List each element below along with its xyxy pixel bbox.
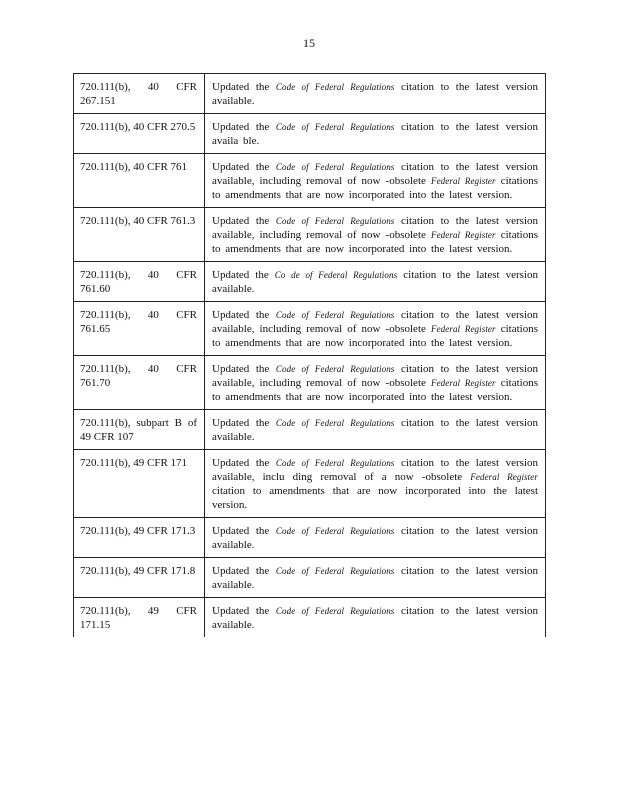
cfr-title: Code of Federal Regulations <box>275 458 395 468</box>
description-text: citations to amendments that are now incorporated into the latest version. <box>212 175 538 201</box>
table-row <box>74 114 546 154</box>
description-text: Updated the <box>212 161 276 173</box>
change-description <box>205 302 546 356</box>
table-row <box>74 410 546 450</box>
description-text: citation to the latest version availa ble. <box>212 121 538 147</box>
cfr-title: Code of Federal Regulations <box>275 606 395 616</box>
change-description <box>205 154 546 208</box>
cfr-title: Code of Federal Regulations <box>275 122 395 132</box>
description-text: citations to amendments that are now incorporated into the latest version. <box>212 377 538 403</box>
description-text: Updated the <box>212 269 275 281</box>
section-reference: 720.111(b), 40 CFR 761.70 <box>74 356 205 410</box>
federal-register-title: Federal Register <box>470 472 538 482</box>
table-row <box>74 154 546 208</box>
federal-register-title: Federal Register <box>430 230 496 240</box>
federal-register-title: Federal Register <box>430 176 496 186</box>
description-text: Updated the <box>212 565 276 577</box>
change-description <box>205 598 546 638</box>
description-text: Updated the <box>212 121 276 133</box>
cfr-title: Code of Federal Regulations <box>275 526 395 536</box>
section-reference: 720.111(b), 40 CFR 761.3 <box>74 208 205 262</box>
section-reference: 720.111(b), 49 CFR 171 <box>74 450 205 518</box>
cfr-title: Code of Federal Regulations <box>275 82 395 92</box>
description-text: citation to the latest version available. <box>212 417 538 443</box>
description-text: Updated the <box>212 81 276 93</box>
description-text: citation to the latest version available, inclu ding removal of a now -obsolete <box>212 457 538 483</box>
description-text: Updated the <box>212 605 276 617</box>
table-row <box>74 356 546 410</box>
cfr-title: Code of Federal Regulations <box>275 418 395 428</box>
amendments-table <box>73 73 546 637</box>
federal-register-title: Federal Register <box>430 378 496 388</box>
page-number: 15 <box>303 36 315 50</box>
cfr-title: Code of Federal Regulations <box>275 566 395 576</box>
description-text: citation to the latest version available, including removal of now -obsolete <box>212 161 538 187</box>
description-text: citation to the latest version available, including removal of now -obsolete <box>212 215 538 241</box>
description-text: Updated the <box>212 363 276 375</box>
description-text: citations to amendments that are now incorporated into the latest version. <box>212 229 538 255</box>
cfr-title: Code of Federal Regulations <box>275 364 395 374</box>
table-row <box>74 208 546 262</box>
section-reference: 720.111(b), 49 CFR 171.3 <box>74 518 205 558</box>
description-text: citation to the latest version available. <box>212 525 538 551</box>
section-reference: 720.111(b), 49 CFR 171.15 <box>74 598 205 638</box>
description-text: Updated the <box>212 309 276 321</box>
section-reference: 720.111(b), 40 CFR 761.65 <box>74 302 205 356</box>
change-description <box>205 450 546 518</box>
description-text: citation to the latest version available. <box>212 605 538 631</box>
table-row <box>74 598 546 638</box>
section-reference: 720.111(b), 40 CFR 270.5 <box>74 114 205 154</box>
description-text: citation to the latest version available. <box>212 269 538 295</box>
federal-register-title: Federal Register <box>430 324 496 334</box>
table-row <box>74 558 546 598</box>
cfr-title: Code of Federal Regulations <box>275 310 395 320</box>
description-text: citation to the latest version available, including removal of now -obsolete <box>212 363 538 389</box>
description-text: Updated the <box>212 457 276 469</box>
change-description <box>205 558 546 598</box>
description-text: citation to the latest version available. <box>212 81 538 107</box>
change-description <box>205 410 546 450</box>
table-row <box>74 450 546 518</box>
change-description <box>205 518 546 558</box>
section-reference: 720.111(b), subpart B of 49 CFR 107 <box>74 410 205 450</box>
table-row <box>74 518 546 558</box>
description-text: citation to amendments that are now incorporated into the latest version. <box>212 485 538 511</box>
table-row <box>74 302 546 356</box>
table-row <box>74 74 546 114</box>
change-description <box>205 114 546 154</box>
description-text: citations to amendments that are now incorporated into the latest version. <box>212 323 538 349</box>
cfr-title: Code of Federal Regulations <box>275 216 395 226</box>
section-reference: 720.111(b), 40 CFR 267.151 <box>74 74 205 114</box>
change-description <box>205 262 546 302</box>
description-text: Updated the <box>212 525 276 537</box>
section-reference: 720.111(b), 40 CFR 761 <box>74 154 205 208</box>
description-text: Updated the <box>212 215 276 227</box>
cfr-title: Code of Federal Regulations <box>275 162 395 172</box>
cfr-title: Co de of Federal Regulations <box>274 270 398 280</box>
description-text: Updated the <box>212 417 276 429</box>
section-reference: 720.111(b), 49 CFR 171.8 <box>74 558 205 598</box>
description-text: citation to the latest version available, including removal of now -obsolete <box>212 309 538 335</box>
description-text: citation to the latest version available. <box>212 565 538 591</box>
table-row <box>74 262 546 302</box>
change-description <box>205 356 546 410</box>
section-reference: 720.111(b), 40 CFR 761.60 <box>74 262 205 302</box>
change-description <box>205 208 546 262</box>
change-description <box>205 74 546 114</box>
